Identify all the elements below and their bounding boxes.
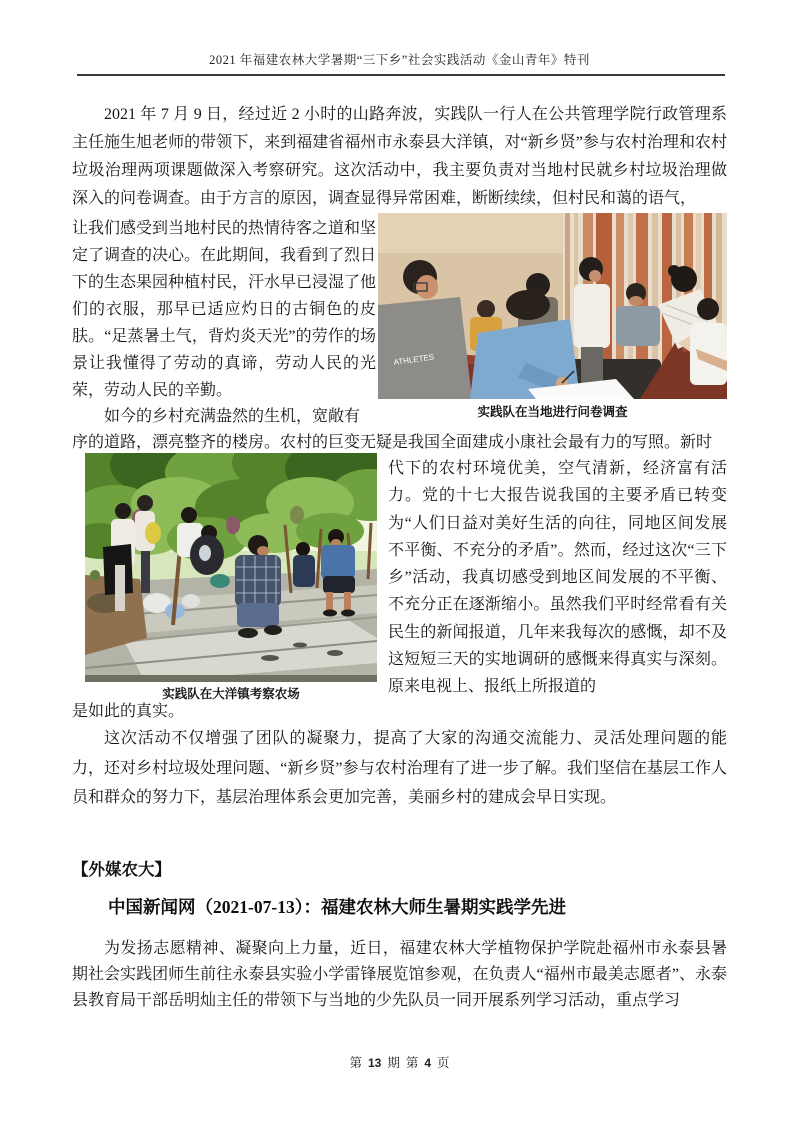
external-article-title: 中国新闻网（2021-07-13）：福建农林大师生暑期实践学先进 <box>108 897 566 917</box>
farm-photo-illustration <box>85 453 377 682</box>
footer-label-page-suffix: 页 <box>437 1056 450 1070</box>
footer-issue-number: 13 <box>367 1056 382 1070</box>
paragraph-4: 为发扬志愿精神、凝聚向上力量，近日，福建农林大学植物保护学院赴福州市永泰县暑期社会实践团师生前往永泰县实验小学雷锋展览馆参观，在负责人“福州市最美志愿者”、永泰县教育局干部岳明灿主任的带领下与当地的少先队员一同开展系列学习活动，重点学习 <box>72 940 727 1009</box>
paragraph-1-full: 2021 年 7 月 9 日，经过近 2 小时的山路奔波，实践队一行人在公共管理学院行政管理系主任施生旭老师的带领下，来到福建省福州市永泰县大洋镇，对“新乡贤”参与农村治理和农村垃圾治理两项课题做深入考察研究。这次活动中，我主要负责对当地村民就乡村垃圾治理做深入的问卷调查。由于方言的原因，调查显得异常困难，断断续续，但村民和蔼的语气， <box>72 106 727 207</box>
paragraph-1-wrapped: 让我们感受到当地村民的热情待客之道和坚定了调查的决心。在此期间，我看到了烈日下的生态果园种植村民，汗水早已浸湿了他们的衣服，那早已适应灼日的古铜色的皮肤。“足蒸暑土气，背灼炎天光”的劳作的场景让我懂得了劳动的真谛，劳动人民的光荣，劳动人民的辛勤。 <box>72 220 377 399</box>
survey-photo-caption: 实践队在当地进行问卷调查 <box>477 405 628 419</box>
paragraph-2-wrapped: 代下的农村环境优美，空气清新，经济富有活力。党的十七大报告说我国的主要矛盾已转变为“人们日益对美好生活的向往，同地区间发展不平衡、不充分的矛盾”。然而，经过这次“三下乡”活动，我真切感受到地区间发展的不平衡、不充分正在逐渐缩小。虽然我们平时经常看有关民生的新闻报道，几年来我每次的感慨，却不及这短短三天的实地调研的感慨来得真实与深刻。原来电视上、报纸上所报道的 <box>388 460 727 696</box>
paragraph-2-end: 是如此的真实。 <box>72 703 185 720</box>
svg-text:ATHLETES: ATHLETES <box>393 352 435 367</box>
farm-photo-caption: 实践队在大洋镇考察农场 <box>162 687 300 701</box>
survey-photo-illustration <box>378 213 727 399</box>
page-header-title: 2021 年福建农林大学暑期“三下乡”社会实践活动《金山青年》特刊 <box>209 53 590 67</box>
header-rule <box>77 74 725 76</box>
paragraph-2-line1: 如今的乡村充满盎然的生机，宽敞有 <box>104 408 361 425</box>
farm-photo <box>85 453 377 682</box>
footer-page-number: 4 <box>424 1056 432 1070</box>
footer-label-issue-suffix: 期 <box>387 1056 400 1070</box>
section-heading-external-media: 【外媒农大】 <box>72 860 171 879</box>
footer-label-page-prefix: 第 <box>405 1056 419 1070</box>
paragraph-2-line2: 序的道路，漂亮整齐的楼房。农村的巨变无疑是我国全面建成小康社会最有力的写照。新时 <box>72 434 713 451</box>
page-footer <box>0 1053 799 1071</box>
paragraph-3: 这次活动不仅增强了团队的凝聚力，提高了大家的沟通交流能力、灵活处理问题的能力，还对乡村垃圾处理问题、“新乡贤”参与农村治理有了进一步了解。我们坚信在基层工作人员和群众的努力下，基层治理体系会更加完善，美丽乡村的建成会早日实现。 <box>72 730 727 806</box>
survey-photo <box>378 213 727 399</box>
footer-label-issue-prefix: 第 <box>349 1056 362 1070</box>
